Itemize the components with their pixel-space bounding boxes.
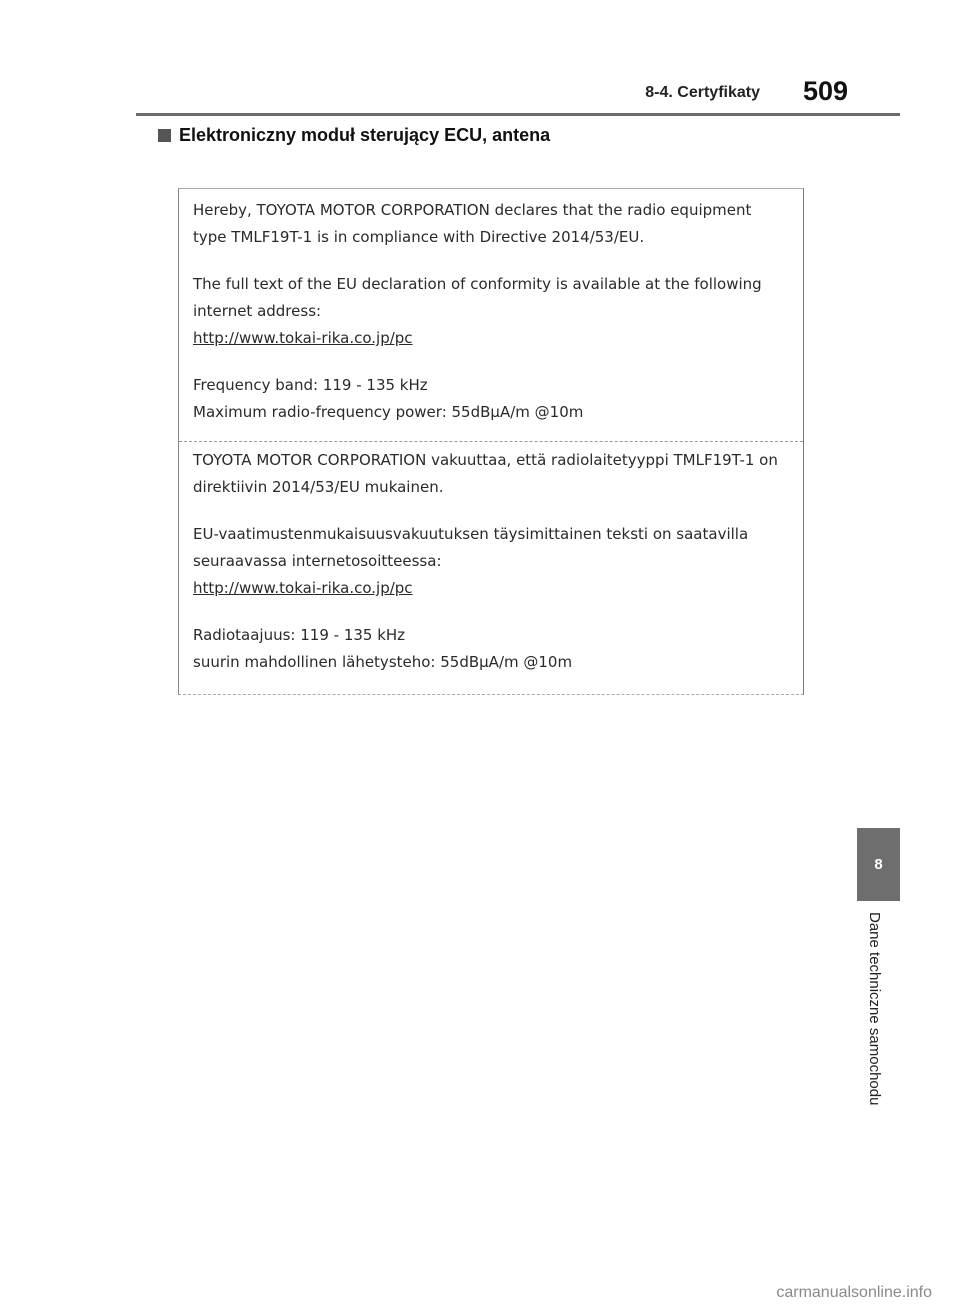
declaration-availability-text-fi: EU-vaatimustenmukaisuusvakuutuksen täysimittainen teksti on saatavilla seuraavassa internetosoitteessa: [193, 525, 749, 570]
watermark: carmanualsonline.info [776, 1284, 932, 1301]
side-chapter-tab: 8 [857, 828, 900, 901]
declaration-availability-text: The full text of the EU declaration of conformity is available at the following internet address: [193, 275, 762, 320]
page-number: 509 [803, 76, 849, 106]
declaration-url-link[interactable]: http://www.tokai-rika.co.jp/pc [193, 329, 413, 347]
max-power-text: Maximum radio-frequency power: 55dBµA/m @10m [193, 403, 584, 421]
max-power-text-fi: suurin mahdollinen lähetysteho: 55dBµA/m @10m [193, 653, 573, 671]
side-chapter-label: Dane techniczne samochodu [866, 912, 883, 1106]
declaration-text: Hereby, TOYOTA MOTOR CORPORATION declares that the radio equipment type TMLF19T-1 is in compliance with Directive 2014/53/EU. [193, 201, 752, 246]
header-rule [136, 113, 900, 116]
declaration-text-fi: TOYOTA MOTOR CORPORATION vakuuttaa, että radiolaitetyyppi TMLF19T-1 on direktiivin 2014/53/EU mukainen. [193, 451, 778, 496]
declaration-url-link-fi[interactable]: http://www.tokai-rika.co.jp/pc [193, 579, 413, 597]
square-bullet-icon [158, 129, 171, 142]
certificate-box [178, 188, 804, 695]
frequency-band-text-fi: Radiotaajuus: 119 - 135 kHz [193, 626, 406, 644]
header-section-title: 8-4. Certyfikaty [645, 84, 760, 101]
section-heading [158, 125, 550, 146]
frequency-band-text: Frequency band: 119 - 135 kHz [193, 376, 428, 394]
section-heading-text: Elektroniczny moduł sterujący ECU, antena [179, 125, 551, 145]
certificate-finnish [179, 447, 803, 676]
certificate-english [179, 197, 803, 426]
certificate-divider [179, 441, 803, 442]
